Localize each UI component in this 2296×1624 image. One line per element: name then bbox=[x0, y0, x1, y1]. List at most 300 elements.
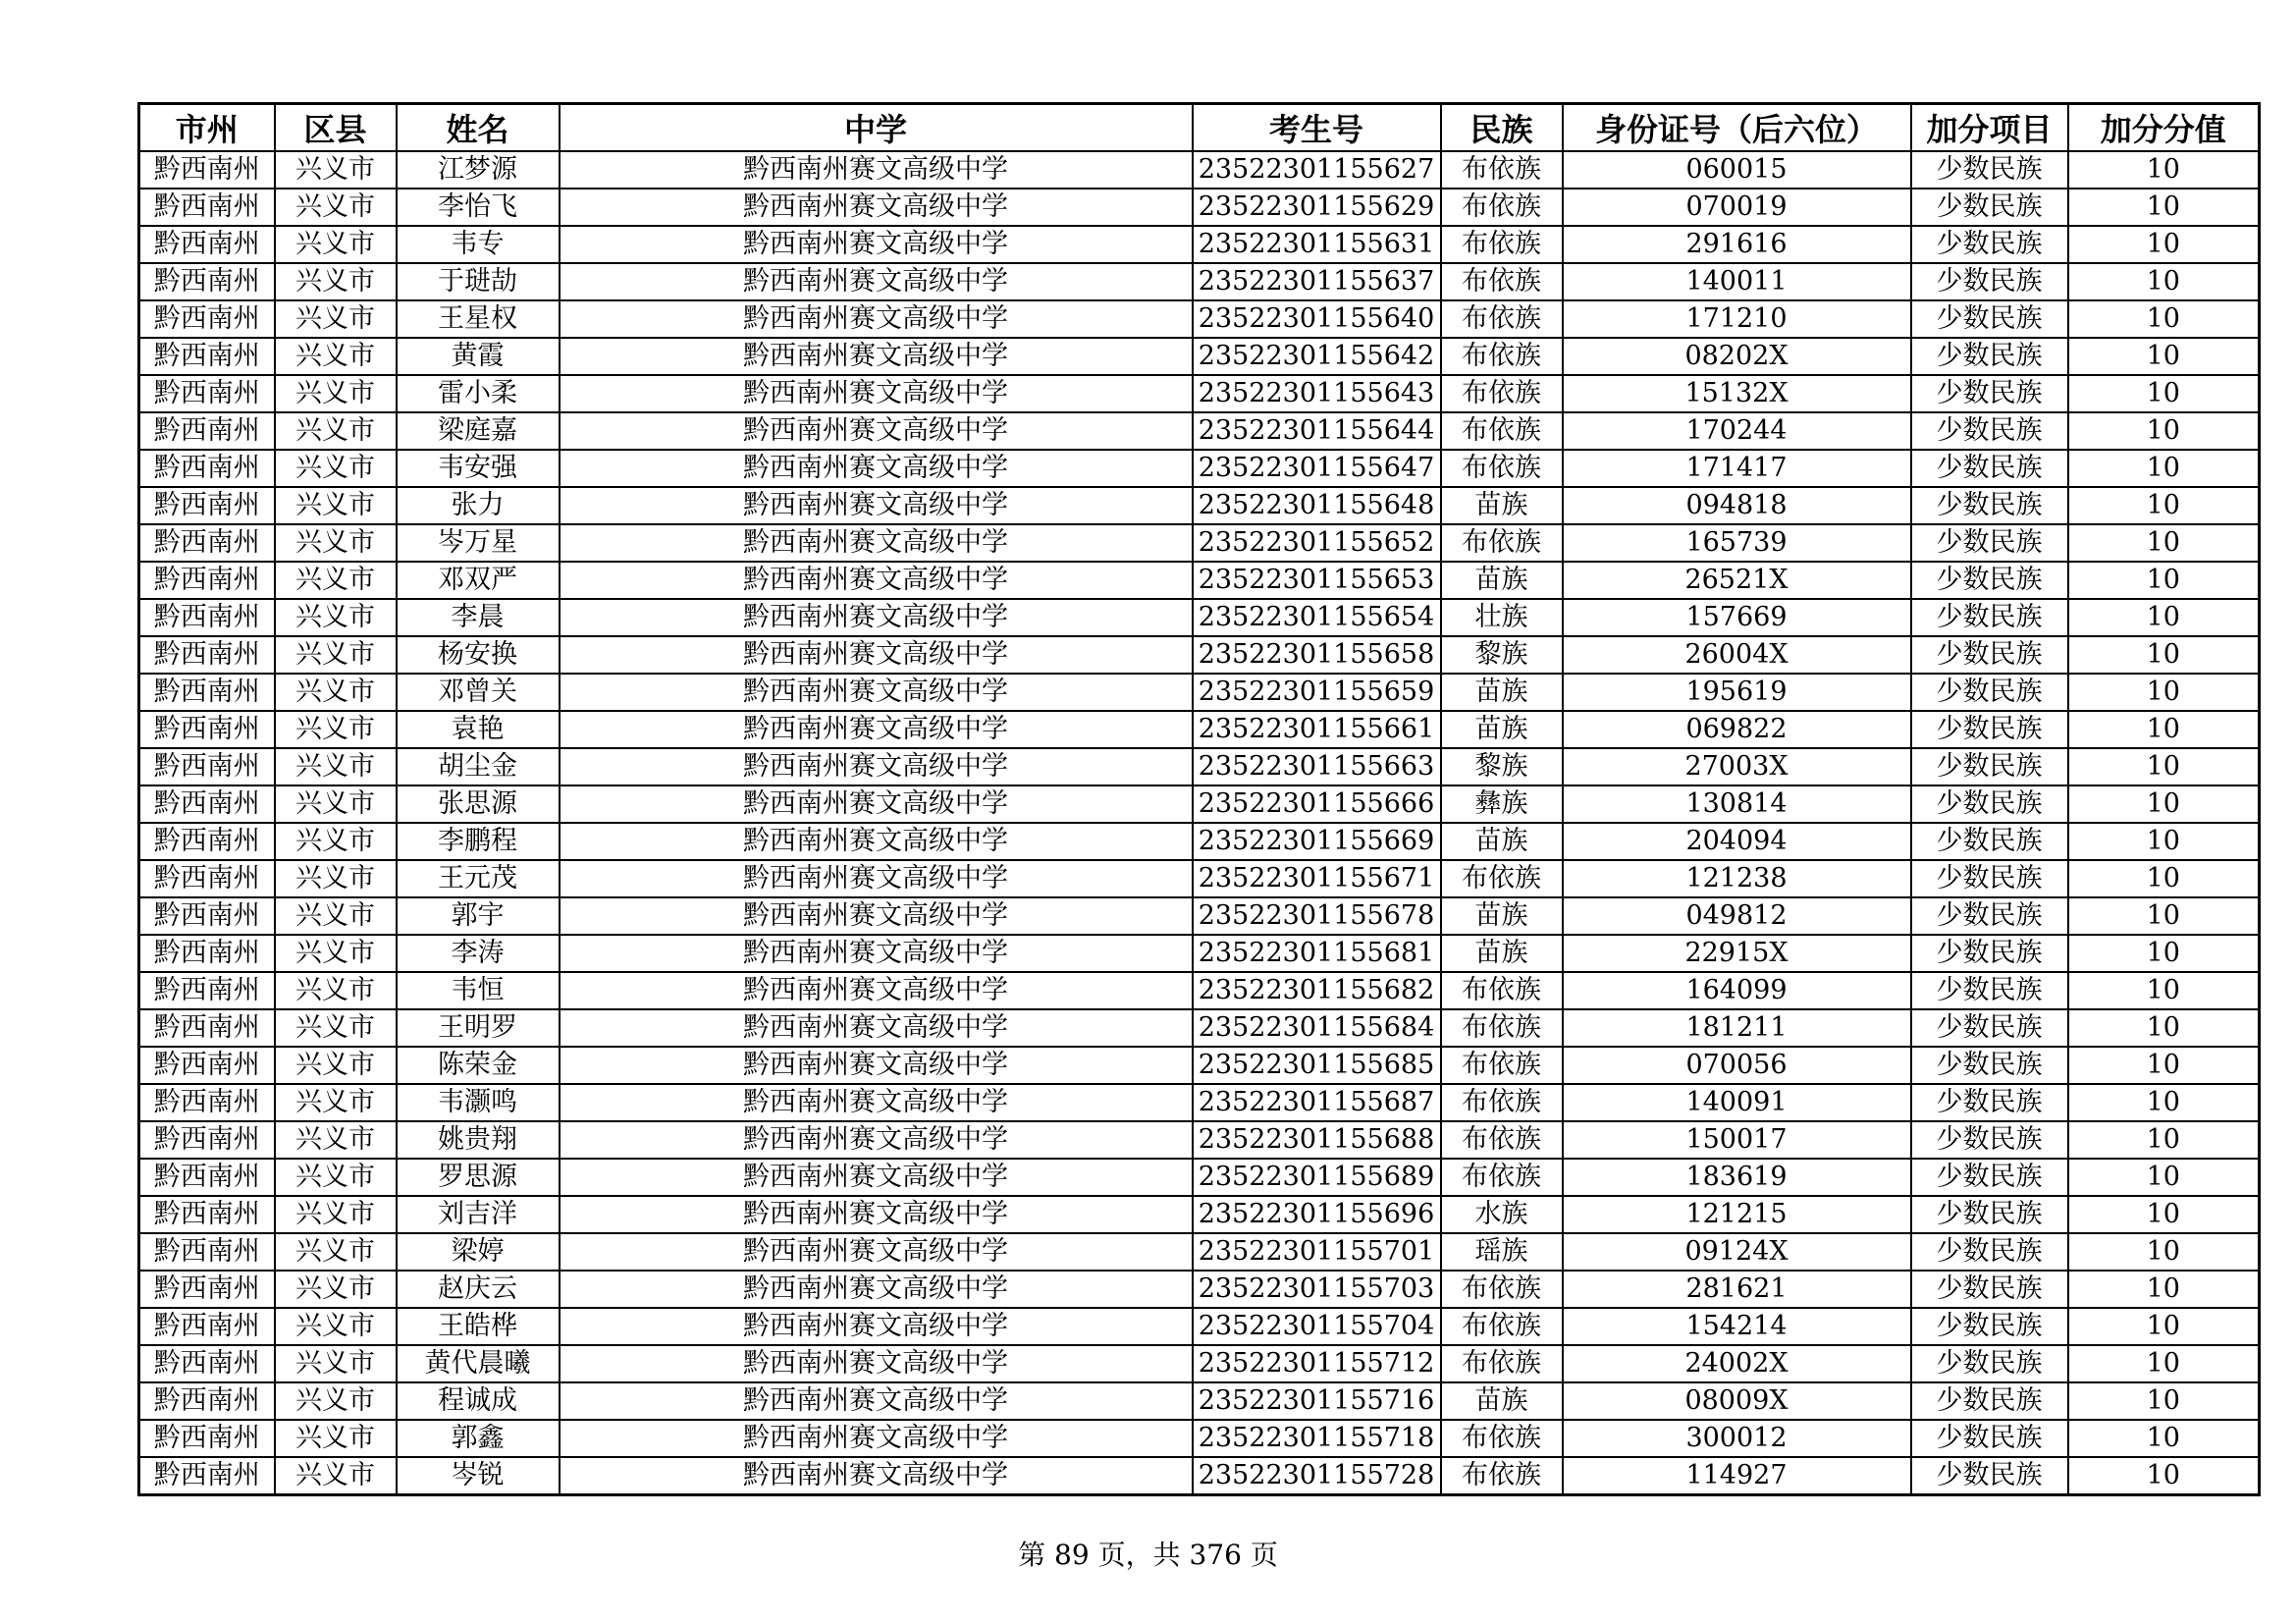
table-row bbox=[139, 226, 2260, 263]
table-row bbox=[139, 1271, 2260, 1308]
cell-ethnicity: 布依族 bbox=[1441, 1457, 1563, 1495]
cell-city: 黔西南州 bbox=[139, 263, 275, 300]
cell-bonus-points: 10 bbox=[2068, 711, 2260, 748]
cell-bonus-item: 少数民族 bbox=[1911, 711, 2068, 748]
table-row bbox=[139, 1457, 2260, 1495]
cell-id-last-six: 140011 bbox=[1563, 263, 1911, 300]
cell-name: 韦恒 bbox=[397, 972, 560, 1009]
cell-ethnicity: 苗族 bbox=[1441, 823, 1563, 860]
cell-school: 黔西南州赛文高级中学 bbox=[560, 487, 1193, 524]
cell-ethnicity: 彝族 bbox=[1441, 785, 1563, 823]
cell-school: 黔西南州赛文高级中学 bbox=[560, 226, 1193, 263]
cell-school: 黔西南州赛文高级中学 bbox=[560, 1382, 1193, 1420]
cell-ethnicity: 布依族 bbox=[1441, 1159, 1563, 1196]
table-row bbox=[139, 1196, 2260, 1233]
cell-county: 兴义市 bbox=[275, 897, 397, 935]
cell-ethnicity: 苗族 bbox=[1441, 897, 1563, 935]
cell-bonus-item: 少数民族 bbox=[1911, 189, 2068, 226]
cell-exam-number: 23522301155669 bbox=[1193, 823, 1441, 860]
cell-city: 黔西南州 bbox=[139, 599, 275, 636]
cell-bonus-item: 少数民族 bbox=[1911, 1159, 2068, 1196]
cell-bonus-item: 少数民族 bbox=[1911, 1047, 2068, 1084]
cell-school: 黔西南州赛文高级中学 bbox=[560, 450, 1193, 487]
table-row bbox=[139, 450, 2260, 487]
cell-bonus-points: 10 bbox=[2068, 1308, 2260, 1345]
table-row bbox=[139, 1084, 2260, 1121]
cell-name: 岑锐 bbox=[397, 1457, 560, 1495]
cell-county: 兴义市 bbox=[275, 1047, 397, 1084]
cell-name: 王明罗 bbox=[397, 1009, 560, 1047]
cell-bonus-points: 10 bbox=[2068, 972, 2260, 1009]
cell-id-last-six: 15132X bbox=[1563, 375, 1911, 412]
cell-bonus-points: 10 bbox=[2068, 1159, 2260, 1196]
cell-name: 岑万星 bbox=[397, 524, 560, 562]
table-row bbox=[139, 1009, 2260, 1047]
cell-exam-number: 23522301155643 bbox=[1193, 375, 1441, 412]
cell-name: 张力 bbox=[397, 487, 560, 524]
cell-county: 兴义市 bbox=[275, 1159, 397, 1196]
cell-exam-number: 23522301155666 bbox=[1193, 785, 1441, 823]
cell-name: 梁庭嘉 bbox=[397, 412, 560, 450]
cell-exam-number: 23522301155685 bbox=[1193, 1047, 1441, 1084]
cell-bonus-item: 少数民族 bbox=[1911, 151, 2068, 189]
cell-exam-number: 23522301155681 bbox=[1193, 935, 1441, 972]
cell-id-last-six: 26004X bbox=[1563, 636, 1911, 674]
cell-ethnicity: 壮族 bbox=[1441, 599, 1563, 636]
cell-city: 黔西南州 bbox=[139, 1420, 275, 1457]
cell-bonus-item: 少数民族 bbox=[1911, 1196, 2068, 1233]
page-number: 第 89 页，共 376 页 bbox=[1018, 1539, 1278, 1571]
header-school: 中学 bbox=[560, 104, 1193, 152]
cell-exam-number: 23522301155652 bbox=[1193, 524, 1441, 562]
cell-id-last-six: 114927 bbox=[1563, 1457, 1911, 1495]
header-bonus-item: 加分项目 bbox=[1911, 104, 2068, 152]
table-row bbox=[139, 972, 2260, 1009]
cell-county: 兴义市 bbox=[275, 711, 397, 748]
cell-name: 李涛 bbox=[397, 935, 560, 972]
cell-name: 李怡飞 bbox=[397, 189, 560, 226]
table-row bbox=[139, 300, 2260, 338]
cell-bonus-points: 10 bbox=[2068, 450, 2260, 487]
cell-county: 兴义市 bbox=[275, 823, 397, 860]
cell-id-last-six: 121238 bbox=[1563, 860, 1911, 897]
cell-county: 兴义市 bbox=[275, 1345, 397, 1382]
cell-county: 兴义市 bbox=[275, 189, 397, 226]
cell-city: 黔西南州 bbox=[139, 1196, 275, 1233]
cell-city: 黔西南州 bbox=[139, 674, 275, 711]
cell-name: 梁婷 bbox=[397, 1233, 560, 1271]
cell-bonus-points: 10 bbox=[2068, 823, 2260, 860]
cell-county: 兴义市 bbox=[275, 1308, 397, 1345]
cell-id-last-six: 27003X bbox=[1563, 748, 1911, 785]
cell-bonus-points: 10 bbox=[2068, 562, 2260, 599]
table-row bbox=[139, 338, 2260, 375]
cell-id-last-six: 09124X bbox=[1563, 1233, 1911, 1271]
cell-id-last-six: 049812 bbox=[1563, 897, 1911, 935]
cell-name: 韦安强 bbox=[397, 450, 560, 487]
cell-city: 黔西南州 bbox=[139, 226, 275, 263]
cell-city: 黔西南州 bbox=[139, 1457, 275, 1495]
cell-school: 黔西南州赛文高级中学 bbox=[560, 823, 1193, 860]
cell-exam-number: 23522301155718 bbox=[1193, 1420, 1441, 1457]
cell-ethnicity: 布依族 bbox=[1441, 300, 1563, 338]
cell-id-last-six: 26521X bbox=[1563, 562, 1911, 599]
cell-exam-number: 23522301155642 bbox=[1193, 338, 1441, 375]
cell-id-last-six: 094818 bbox=[1563, 487, 1911, 524]
cell-school: 黔西南州赛文高级中学 bbox=[560, 189, 1193, 226]
cell-city: 黔西南州 bbox=[139, 300, 275, 338]
cell-id-last-six: 140091 bbox=[1563, 1084, 1911, 1121]
cell-school: 黔西南州赛文高级中学 bbox=[560, 785, 1193, 823]
cell-bonus-item: 少数民族 bbox=[1911, 1308, 2068, 1345]
cell-city: 黔西南州 bbox=[139, 1009, 275, 1047]
cell-school: 黔西南州赛文高级中学 bbox=[560, 674, 1193, 711]
cell-bonus-points: 10 bbox=[2068, 935, 2260, 972]
cell-ethnicity: 布依族 bbox=[1441, 972, 1563, 1009]
cell-ethnicity: 苗族 bbox=[1441, 674, 1563, 711]
cell-ethnicity: 苗族 bbox=[1441, 935, 1563, 972]
cell-county: 兴义市 bbox=[275, 487, 397, 524]
table-row bbox=[139, 748, 2260, 785]
cell-school: 黔西南州赛文高级中学 bbox=[560, 1420, 1193, 1457]
cell-city: 黔西南州 bbox=[139, 785, 275, 823]
cell-id-last-six: 157669 bbox=[1563, 599, 1911, 636]
cell-bonus-points: 10 bbox=[2068, 1345, 2260, 1382]
cell-name: 郭宇 bbox=[397, 897, 560, 935]
cell-bonus-item: 少数民族 bbox=[1911, 1457, 2068, 1495]
table-row bbox=[139, 562, 2260, 599]
cell-exam-number: 23522301155704 bbox=[1193, 1308, 1441, 1345]
cell-bonus-points: 10 bbox=[2068, 1084, 2260, 1121]
cell-county: 兴义市 bbox=[275, 674, 397, 711]
cell-school: 黔西南州赛文高级中学 bbox=[560, 897, 1193, 935]
cell-ethnicity: 布依族 bbox=[1441, 1084, 1563, 1121]
table-row bbox=[139, 711, 2260, 748]
cell-exam-number: 23522301155663 bbox=[1193, 748, 1441, 785]
cell-bonus-item: 少数民族 bbox=[1911, 935, 2068, 972]
cell-exam-number: 23522301155728 bbox=[1193, 1457, 1441, 1495]
cell-school: 黔西南州赛文高级中学 bbox=[560, 1271, 1193, 1308]
cell-id-last-six: 164099 bbox=[1563, 972, 1911, 1009]
cell-school: 黔西南州赛文高级中学 bbox=[560, 860, 1193, 897]
cell-bonus-item: 少数民族 bbox=[1911, 562, 2068, 599]
cell-name: 程诚成 bbox=[397, 1382, 560, 1420]
cell-bonus-points: 10 bbox=[2068, 1382, 2260, 1420]
cell-ethnicity: 布依族 bbox=[1441, 226, 1563, 263]
cell-name: 郭鑫 bbox=[397, 1420, 560, 1457]
cell-id-last-six: 183619 bbox=[1563, 1159, 1911, 1196]
cell-ethnicity: 水族 bbox=[1441, 1196, 1563, 1233]
cell-id-last-six: 165739 bbox=[1563, 524, 1911, 562]
cell-city: 黔西南州 bbox=[139, 450, 275, 487]
cell-id-last-six: 121215 bbox=[1563, 1196, 1911, 1233]
cell-county: 兴义市 bbox=[275, 860, 397, 897]
table-row bbox=[139, 935, 2260, 972]
cell-ethnicity: 布依族 bbox=[1441, 189, 1563, 226]
cell-city: 黔西南州 bbox=[139, 1308, 275, 1345]
cell-county: 兴义市 bbox=[275, 338, 397, 375]
cell-exam-number: 23522301155647 bbox=[1193, 450, 1441, 487]
header-city: 市州 bbox=[139, 104, 275, 152]
score-bonus-table bbox=[137, 102, 2261, 1496]
cell-bonus-item: 少数民族 bbox=[1911, 897, 2068, 935]
cell-ethnicity: 布依族 bbox=[1441, 1009, 1563, 1047]
cell-school: 黔西南州赛文高级中学 bbox=[560, 300, 1193, 338]
cell-bonus-points: 10 bbox=[2068, 1121, 2260, 1159]
cell-county: 兴义市 bbox=[275, 226, 397, 263]
cell-bonus-item: 少数民族 bbox=[1911, 300, 2068, 338]
cell-id-last-six: 154214 bbox=[1563, 1308, 1911, 1345]
cell-city: 黔西南州 bbox=[139, 748, 275, 785]
table-row bbox=[139, 151, 2260, 189]
cell-id-last-six: 22915X bbox=[1563, 935, 1911, 972]
cell-bonus-points: 10 bbox=[2068, 897, 2260, 935]
cell-county: 兴义市 bbox=[275, 972, 397, 1009]
cell-city: 黔西南州 bbox=[139, 1345, 275, 1382]
cell-exam-number: 23522301155716 bbox=[1193, 1382, 1441, 1420]
cell-ethnicity: 布依族 bbox=[1441, 524, 1563, 562]
cell-city: 黔西南州 bbox=[139, 338, 275, 375]
cell-ethnicity: 布依族 bbox=[1441, 1121, 1563, 1159]
cell-id-last-six: 150017 bbox=[1563, 1121, 1911, 1159]
cell-exam-number: 23522301155701 bbox=[1193, 1233, 1441, 1271]
cell-city: 黔西南州 bbox=[139, 636, 275, 674]
cell-exam-number: 23522301155653 bbox=[1193, 562, 1441, 599]
table-row bbox=[139, 860, 2260, 897]
cell-name: 邓曾关 bbox=[397, 674, 560, 711]
cell-bonus-item: 少数民族 bbox=[1911, 823, 2068, 860]
cell-school: 黔西南州赛文高级中学 bbox=[560, 1084, 1193, 1121]
cell-city: 黔西南州 bbox=[139, 860, 275, 897]
cell-city: 黔西南州 bbox=[139, 375, 275, 412]
cell-id-last-six: 130814 bbox=[1563, 785, 1911, 823]
cell-bonus-item: 少数民族 bbox=[1911, 674, 2068, 711]
table-row bbox=[139, 1308, 2260, 1345]
cell-id-last-six: 070056 bbox=[1563, 1047, 1911, 1084]
cell-county: 兴义市 bbox=[275, 1009, 397, 1047]
cell-bonus-item: 少数民族 bbox=[1911, 338, 2068, 375]
header-exam-number: 考生号 bbox=[1193, 104, 1441, 152]
cell-county: 兴义市 bbox=[275, 300, 397, 338]
cell-ethnicity: 布依族 bbox=[1441, 375, 1563, 412]
header-id-last-six: 身份证号（后六位） bbox=[1563, 104, 1911, 152]
cell-exam-number: 23522301155627 bbox=[1193, 151, 1441, 189]
cell-school: 黔西南州赛文高级中学 bbox=[560, 1121, 1193, 1159]
cell-county: 兴义市 bbox=[275, 1382, 397, 1420]
cell-county: 兴义市 bbox=[275, 1457, 397, 1495]
header-ethnicity: 民族 bbox=[1441, 104, 1563, 152]
cell-exam-number: 23522301155644 bbox=[1193, 412, 1441, 450]
cell-exam-number: 23522301155712 bbox=[1193, 1345, 1441, 1382]
cell-ethnicity: 布依族 bbox=[1441, 1345, 1563, 1382]
cell-city: 黔西南州 bbox=[139, 1084, 275, 1121]
table-row bbox=[139, 1345, 2260, 1382]
cell-exam-number: 23522301155678 bbox=[1193, 897, 1441, 935]
cell-id-last-six: 171417 bbox=[1563, 450, 1911, 487]
table-row bbox=[139, 674, 2260, 711]
cell-name: 胡尘金 bbox=[397, 748, 560, 785]
cell-school: 黔西南州赛文高级中学 bbox=[560, 636, 1193, 674]
cell-id-last-six: 24002X bbox=[1563, 1345, 1911, 1382]
cell-ethnicity: 黎族 bbox=[1441, 748, 1563, 785]
cell-school: 黔西南州赛文高级中学 bbox=[560, 1047, 1193, 1084]
cell-bonus-item: 少数民族 bbox=[1911, 972, 2068, 1009]
cell-id-last-six: 08202X bbox=[1563, 338, 1911, 375]
table-row bbox=[139, 189, 2260, 226]
cell-school: 黔西南州赛文高级中学 bbox=[560, 1159, 1193, 1196]
cell-name: 王星权 bbox=[397, 300, 560, 338]
cell-id-last-six: 170244 bbox=[1563, 412, 1911, 450]
cell-ethnicity: 苗族 bbox=[1441, 487, 1563, 524]
table-row bbox=[139, 636, 2260, 674]
cell-ethnicity: 苗族 bbox=[1441, 711, 1563, 748]
cell-name: 张思源 bbox=[397, 785, 560, 823]
cell-bonus-item: 少数民族 bbox=[1911, 1009, 2068, 1047]
table-row bbox=[139, 1233, 2260, 1271]
cell-bonus-points: 10 bbox=[2068, 189, 2260, 226]
cell-exam-number: 23522301155688 bbox=[1193, 1121, 1441, 1159]
cell-county: 兴义市 bbox=[275, 748, 397, 785]
table-row bbox=[139, 897, 2260, 935]
cell-city: 黔西南州 bbox=[139, 151, 275, 189]
cell-county: 兴义市 bbox=[275, 1121, 397, 1159]
cell-bonus-points: 10 bbox=[2068, 674, 2260, 711]
cell-id-last-six: 070019 bbox=[1563, 189, 1911, 226]
cell-bonus-item: 少数民族 bbox=[1911, 636, 2068, 674]
cell-city: 黔西南州 bbox=[139, 562, 275, 599]
cell-bonus-item: 少数民族 bbox=[1911, 599, 2068, 636]
cell-bonus-item: 少数民族 bbox=[1911, 487, 2068, 524]
cell-county: 兴义市 bbox=[275, 636, 397, 674]
cell-name: 陈荣金 bbox=[397, 1047, 560, 1084]
cell-exam-number: 23522301155661 bbox=[1193, 711, 1441, 748]
table-row bbox=[139, 375, 2260, 412]
cell-id-last-six: 291616 bbox=[1563, 226, 1911, 263]
table-row bbox=[139, 487, 2260, 524]
table-row bbox=[139, 1382, 2260, 1420]
cell-exam-number: 23522301155682 bbox=[1193, 972, 1441, 1009]
table-row bbox=[139, 823, 2260, 860]
cell-county: 兴义市 bbox=[275, 562, 397, 599]
cell-name: 雷小柔 bbox=[397, 375, 560, 412]
cell-exam-number: 23522301155637 bbox=[1193, 263, 1441, 300]
cell-ethnicity: 布依族 bbox=[1441, 412, 1563, 450]
cell-school: 黔西南州赛文高级中学 bbox=[560, 1308, 1193, 1345]
cell-id-last-six: 204094 bbox=[1563, 823, 1911, 860]
cell-ethnicity: 布依族 bbox=[1441, 151, 1563, 189]
cell-school: 黔西南州赛文高级中学 bbox=[560, 1345, 1193, 1382]
cell-bonus-item: 少数民族 bbox=[1911, 860, 2068, 897]
cell-name: 李鹏程 bbox=[397, 823, 560, 860]
table-row bbox=[139, 412, 2260, 450]
cell-ethnicity: 黎族 bbox=[1441, 636, 1563, 674]
cell-school: 黔西南州赛文高级中学 bbox=[560, 524, 1193, 562]
cell-bonus-points: 10 bbox=[2068, 1009, 2260, 1047]
cell-name: 姚贵翔 bbox=[397, 1121, 560, 1159]
cell-id-last-six: 181211 bbox=[1563, 1009, 1911, 1047]
cell-county: 兴义市 bbox=[275, 1420, 397, 1457]
cell-bonus-item: 少数民族 bbox=[1911, 1420, 2068, 1457]
table-body bbox=[139, 151, 2260, 1495]
cell-exam-number: 23522301155629 bbox=[1193, 189, 1441, 226]
cell-county: 兴义市 bbox=[275, 1084, 397, 1121]
cell-name: 王元茂 bbox=[397, 860, 560, 897]
cell-city: 黔西南州 bbox=[139, 1271, 275, 1308]
table-row bbox=[139, 1047, 2260, 1084]
table-row bbox=[139, 1159, 2260, 1196]
cell-bonus-item: 少数民族 bbox=[1911, 1382, 2068, 1420]
table-row bbox=[139, 1121, 2260, 1159]
cell-county: 兴义市 bbox=[275, 1196, 397, 1233]
cell-school: 黔西南州赛文高级中学 bbox=[560, 972, 1193, 1009]
cell-city: 黔西南州 bbox=[139, 524, 275, 562]
cell-city: 黔西南州 bbox=[139, 1382, 275, 1420]
cell-name: 杨安换 bbox=[397, 636, 560, 674]
cell-county: 兴义市 bbox=[275, 263, 397, 300]
table-header-row bbox=[139, 104, 2260, 152]
cell-name: 邓双严 bbox=[397, 562, 560, 599]
cell-name: 罗思源 bbox=[397, 1159, 560, 1196]
cell-bonus-points: 10 bbox=[2068, 1233, 2260, 1271]
cell-id-last-six: 069822 bbox=[1563, 711, 1911, 748]
cell-bonus-item: 少数民族 bbox=[1911, 1345, 2068, 1382]
cell-name: 韦灏鸣 bbox=[397, 1084, 560, 1121]
cell-county: 兴义市 bbox=[275, 375, 397, 412]
cell-exam-number: 23522301155696 bbox=[1193, 1196, 1441, 1233]
cell-name: 李晨 bbox=[397, 599, 560, 636]
cell-name: 黄霞 bbox=[397, 338, 560, 375]
cell-bonus-item: 少数民族 bbox=[1911, 1121, 2068, 1159]
cell-exam-number: 23522301155648 bbox=[1193, 487, 1441, 524]
cell-school: 黔西南州赛文高级中学 bbox=[560, 1457, 1193, 1495]
cell-bonus-item: 少数民族 bbox=[1911, 785, 2068, 823]
cell-name: 刘吉洋 bbox=[397, 1196, 560, 1233]
cell-county: 兴义市 bbox=[275, 151, 397, 189]
cell-city: 黔西南州 bbox=[139, 1121, 275, 1159]
cell-bonus-points: 10 bbox=[2068, 338, 2260, 375]
cell-school: 黔西南州赛文高级中学 bbox=[560, 711, 1193, 748]
cell-ethnicity: 布依族 bbox=[1441, 1271, 1563, 1308]
cell-school: 黔西南州赛文高级中学 bbox=[560, 562, 1193, 599]
cell-city: 黔西南州 bbox=[139, 897, 275, 935]
cell-exam-number: 23522301155631 bbox=[1193, 226, 1441, 263]
cell-id-last-six: 300012 bbox=[1563, 1420, 1911, 1457]
cell-school: 黔西南州赛文高级中学 bbox=[560, 375, 1193, 412]
cell-school: 黔西南州赛文高级中学 bbox=[560, 151, 1193, 189]
cell-ethnicity: 布依族 bbox=[1441, 338, 1563, 375]
cell-bonus-item: 少数民族 bbox=[1911, 226, 2068, 263]
cell-city: 黔西南州 bbox=[139, 487, 275, 524]
table-row bbox=[139, 785, 2260, 823]
cell-bonus-item: 少数民族 bbox=[1911, 375, 2068, 412]
cell-school: 黔西南州赛文高级中学 bbox=[560, 412, 1193, 450]
cell-bonus-item: 少数民族 bbox=[1911, 263, 2068, 300]
cell-county: 兴义市 bbox=[275, 785, 397, 823]
cell-bonus-item: 少数民族 bbox=[1911, 524, 2068, 562]
cell-city: 黔西南州 bbox=[139, 823, 275, 860]
cell-school: 黔西南州赛文高级中学 bbox=[560, 599, 1193, 636]
cell-bonus-points: 10 bbox=[2068, 1420, 2260, 1457]
cell-bonus-points: 10 bbox=[2068, 1047, 2260, 1084]
cell-county: 兴义市 bbox=[275, 1233, 397, 1271]
table-row bbox=[139, 263, 2260, 300]
cell-ethnicity: 布依族 bbox=[1441, 263, 1563, 300]
cell-bonus-item: 少数民族 bbox=[1911, 1084, 2068, 1121]
cell-city: 黔西南州 bbox=[139, 1159, 275, 1196]
cell-exam-number: 23522301155703 bbox=[1193, 1271, 1441, 1308]
cell-name: 韦专 bbox=[397, 226, 560, 263]
cell-county: 兴义市 bbox=[275, 450, 397, 487]
